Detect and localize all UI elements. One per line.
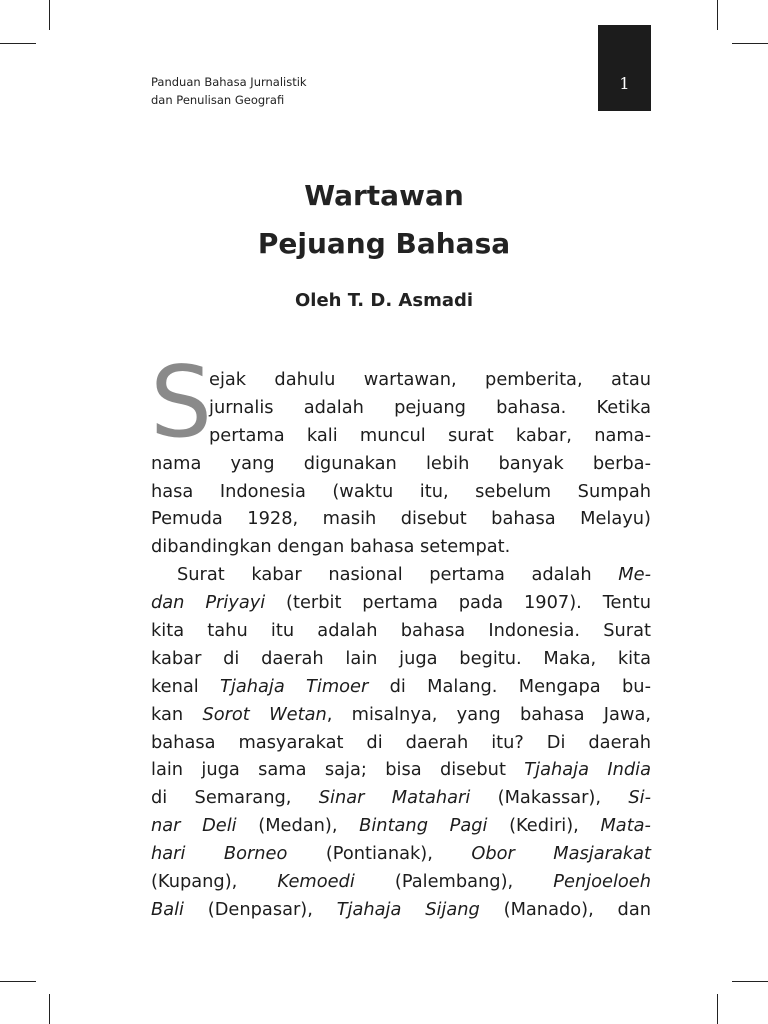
body-text-segment: bahasa masyarakat di daerah itu? Di daerah [151, 731, 651, 753]
body-line [151, 561, 651, 589]
drop-cap: S [150, 346, 213, 460]
body-text-segment: ejak dahulu wartawan, pemberita, atau [209, 369, 651, 390]
article-author: Oleh T. D. Asmadi [294, 290, 474, 311]
italic-title-text: Bali [151, 898, 184, 920]
body-text-segment: pertama kali muncul surat kabar, nama- [209, 424, 651, 446]
body-text-segment: kita tahu itu adalah bahasa Indonesia. Surat [151, 620, 651, 642]
body-text-segment: dibandingkan dengan bahasa setempat. [151, 536, 511, 558]
italic-title-text: Me- [618, 564, 651, 586]
body-text-segment: (Pontianak), [287, 843, 472, 865]
article-body [151, 366, 651, 924]
title-line2: Pejuang Bahasa [257, 227, 511, 260]
body-text-segment: di Semarang, [151, 787, 319, 809]
body-line [151, 533, 651, 561]
body-line [151, 450, 651, 478]
body-text-segment: (Palembang), [354, 871, 554, 893]
title-line1: Wartawan [304, 179, 464, 212]
body-text-segment: kabar di daerah lain juga begitu. Maka, kita [151, 647, 651, 669]
article-title [0, 172, 768, 268]
body-line [151, 366, 651, 394]
body-text-segment: (Medan), [236, 815, 360, 837]
body-text-segment: , misalnya, yang bahasa Jawa, [326, 703, 651, 725]
italic-title-text: Sorot Wetan [202, 703, 327, 725]
body-text-segment: (Kediri), [487, 815, 601, 837]
body-text-segment: nama yang digunakan lebih banyak berba- [151, 452, 651, 474]
italic-title-text: nar Deli [151, 815, 237, 837]
italic-title-text: Tjahaja Sijang [336, 898, 480, 920]
body-text-segment: (Makassar), [470, 787, 629, 809]
body-text-segment: (Kupang), [151, 871, 278, 893]
crop-mark-bottom-right-h [732, 981, 768, 982]
body-line [151, 673, 651, 701]
crop-mark-top-right [717, 0, 718, 30]
body-line [151, 505, 651, 533]
body-line [151, 645, 651, 673]
running-head-line1: Panduan Bahasa Jurnalistik [151, 75, 307, 89]
body-line [151, 617, 651, 645]
body-text-segment: (Denpasar), [183, 898, 337, 920]
page-number-box [598, 25, 651, 111]
italic-title-text: Bintang Pagi [359, 815, 488, 837]
body-text-segment: jurnalis adalah pejuang bahasa. Ketika [209, 396, 651, 418]
body-text-segment: Surat kabar nasional pertama adalah [177, 564, 619, 586]
body-text-segment: (Manado), dan [479, 898, 651, 920]
body-line [151, 701, 651, 729]
running-head [151, 73, 307, 109]
italic-title-text: Tjahaja Timoer [220, 675, 369, 697]
crop-mark-bottom-left-h [0, 981, 36, 982]
body-line [151, 589, 651, 617]
crop-mark-top-right-h [732, 43, 768, 44]
body-line [151, 729, 651, 757]
body-line [151, 896, 651, 924]
body-line [151, 868, 651, 896]
italic-title-text: dan Priyayi [151, 592, 266, 614]
body-text-segment: hasa Indonesia (waktu itu, sebelum Sumpah [151, 480, 651, 502]
body-line [151, 756, 651, 784]
body-line [151, 422, 651, 450]
body-line [151, 784, 651, 812]
body-text-segment: kan [151, 703, 203, 725]
running-head-line2: dan Penulisan Geografi [151, 93, 285, 107]
body-line [151, 840, 651, 868]
italic-title-text: Tjahaja India [524, 759, 651, 781]
italic-title-text: Sinar Matahari [318, 787, 471, 809]
body-text-segment: di Malang. Mengapa bu- [368, 675, 651, 697]
italic-title-text: Penjoeloeh [553, 871, 651, 893]
crop-mark-top-left [49, 0, 50, 30]
body-line [151, 812, 651, 840]
body-text-segment: (terbit pertama pada 1907). Tentu [265, 592, 651, 614]
crop-mark-bottom-left [49, 994, 50, 1024]
page-number: 1 [619, 74, 630, 93]
italic-title-text: Obor Masjarakat [471, 843, 652, 865]
italic-title-text: hari Borneo [151, 843, 288, 865]
crop-mark-bottom-right [717, 994, 718, 1024]
italic-title-text: Si- [628, 787, 652, 809]
body-text-segment: Pemuda 1928, masih disebut bahasa Melayu) [151, 508, 651, 530]
body-text-segment: kenal [151, 675, 221, 697]
italic-title-text: Kemoedi [277, 871, 355, 893]
body-text-segment: lain juga sama saja; bisa disebut [151, 759, 525, 781]
body-line [151, 394, 651, 422]
italic-title-text: Mata- [600, 815, 651, 837]
body-line [151, 478, 651, 506]
crop-mark-top-left-h [0, 43, 36, 44]
